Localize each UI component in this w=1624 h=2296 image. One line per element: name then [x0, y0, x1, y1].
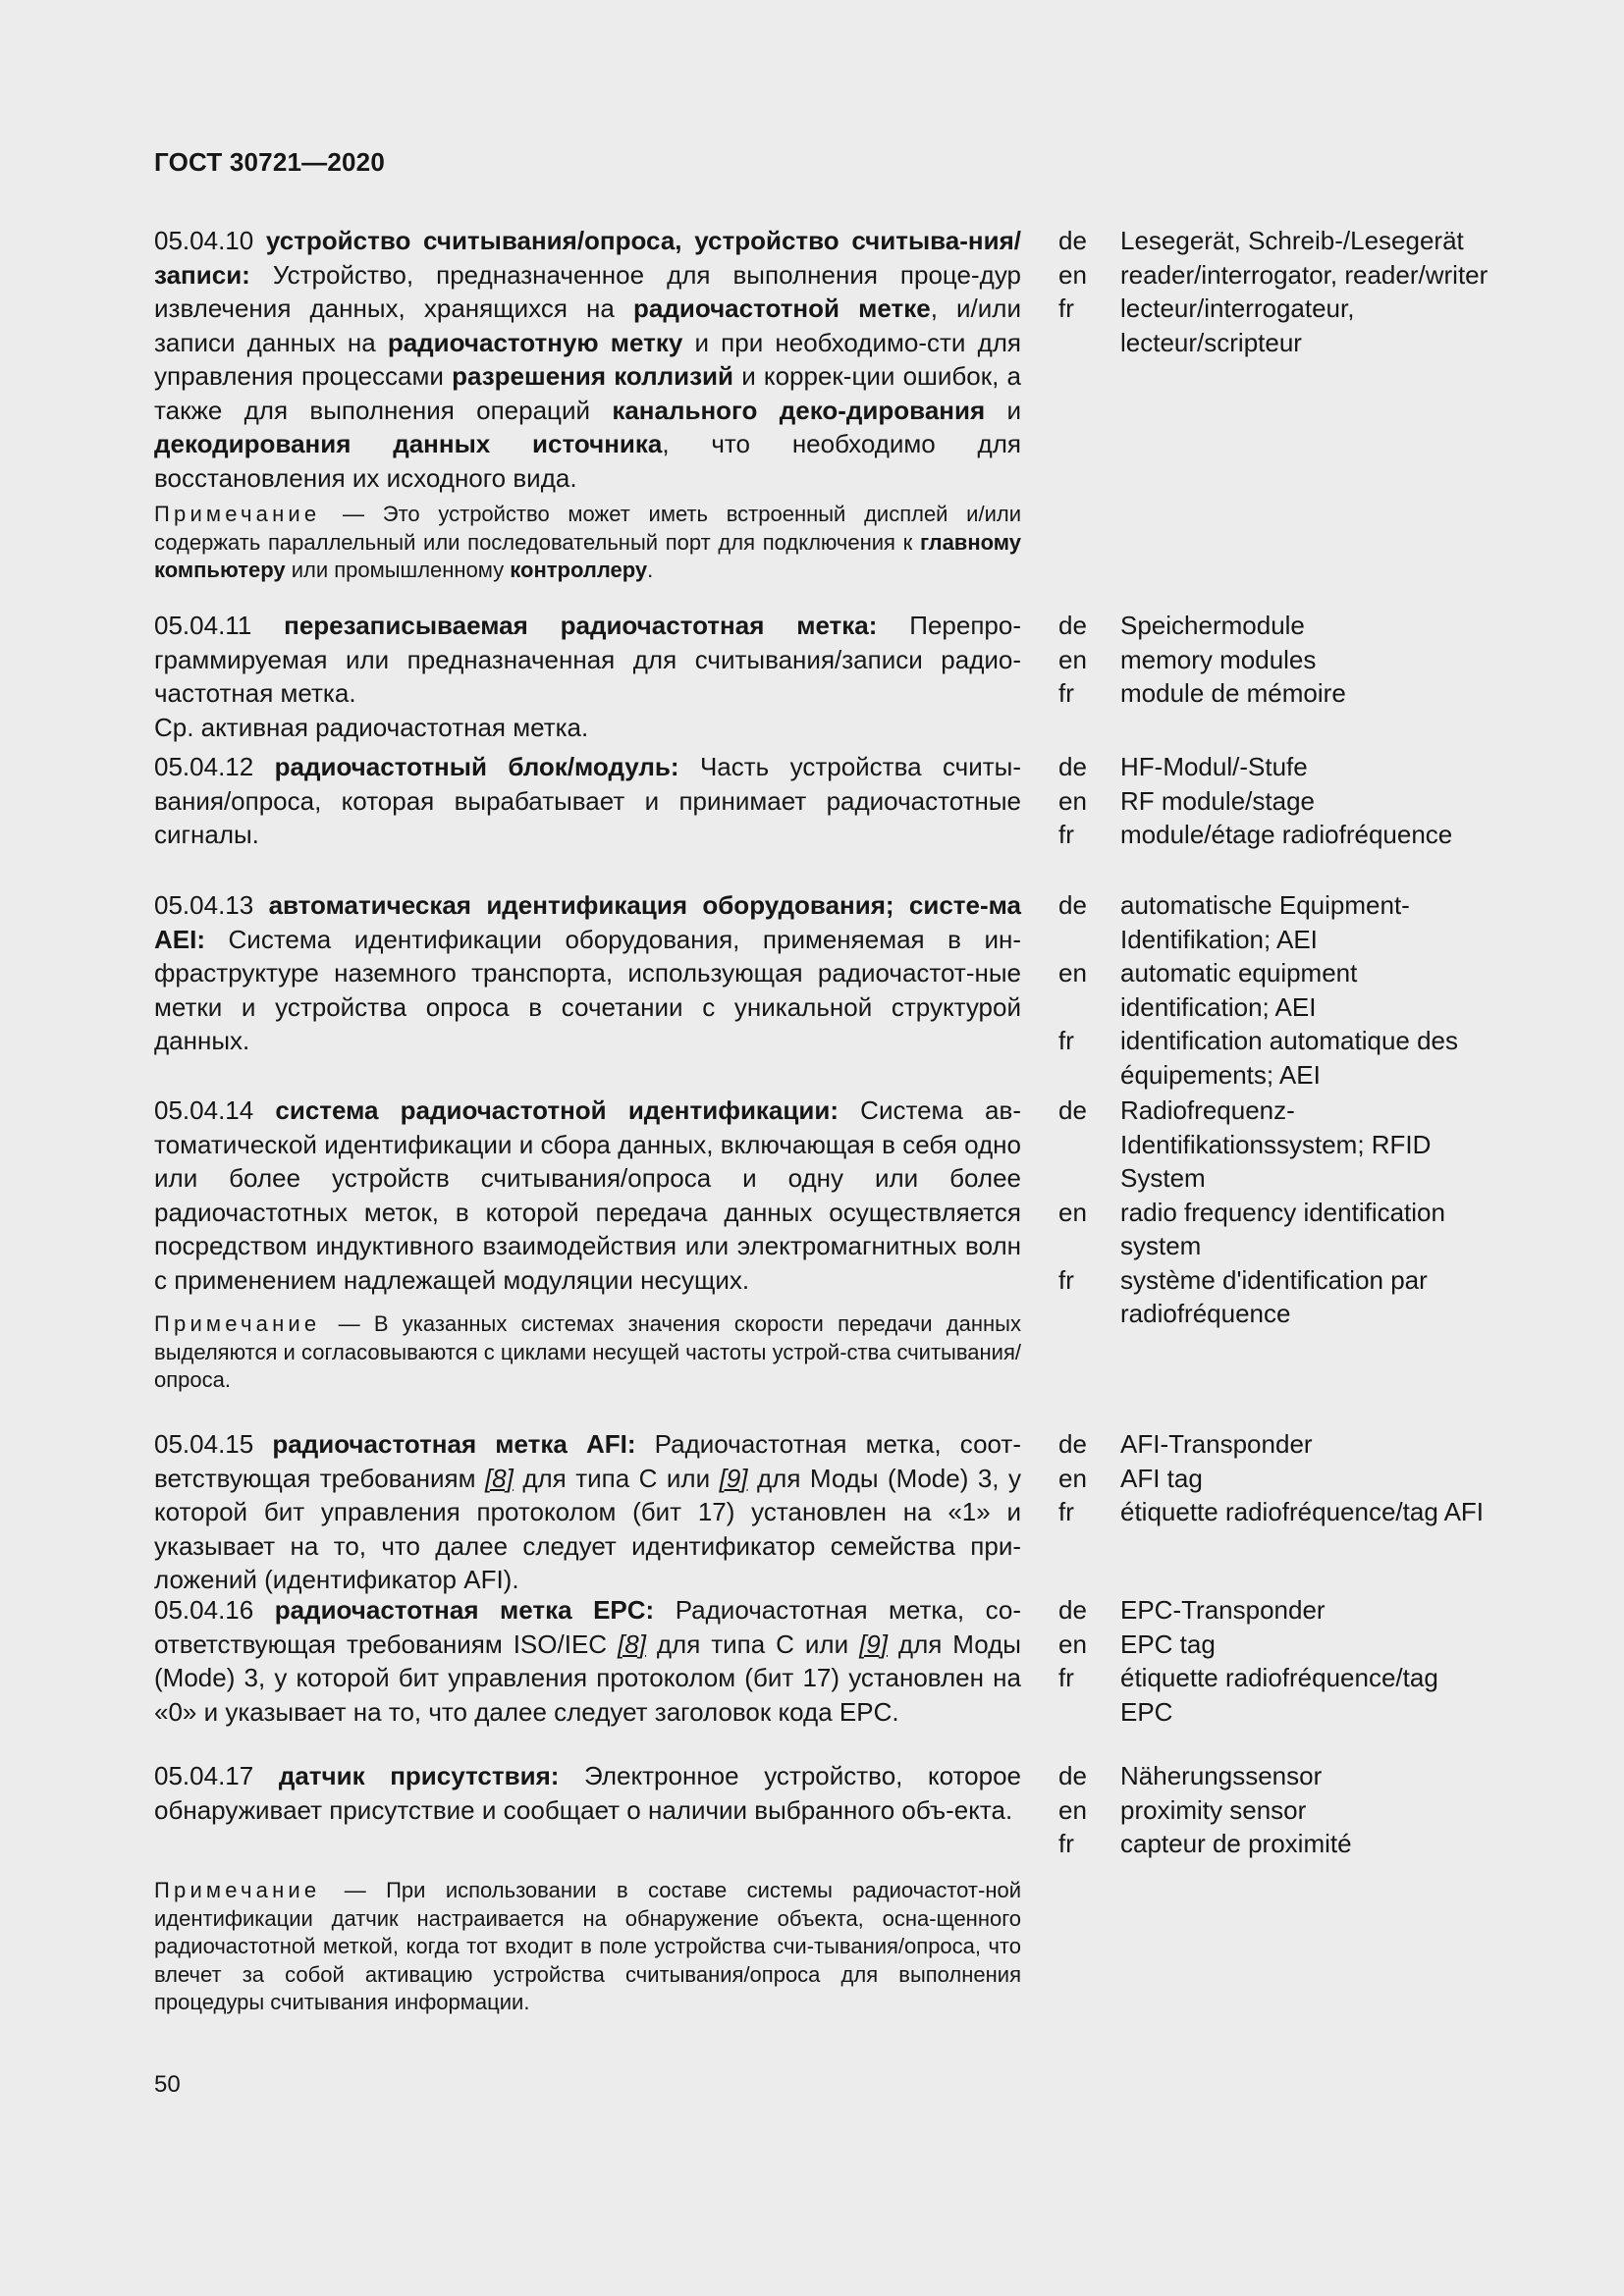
text-run: Радиочастотная метка, со-ответствующая требованиям ISO/IEC — [154, 1595, 1021, 1659]
text-run: для типа С или — [513, 1463, 720, 1493]
text-run: 05.04.13 — [154, 890, 269, 920]
language-code: de — [1058, 1761, 1087, 1790]
term-definition — [154, 1427, 1021, 1597]
equivalent-row — [1058, 676, 1490, 711]
note-label: Примечание — [154, 1311, 321, 1336]
text-run: . — [647, 558, 654, 582]
equivalent-term: memory modules — [1120, 644, 1317, 674]
equivalent-row — [1058, 1593, 1490, 1628]
equivalent-row — [1058, 750, 1490, 784]
language-code: de — [1058, 890, 1087, 920]
bold-term: контроллеру — [510, 558, 648, 582]
text-run: Электронное устройство, которое обнаруживает присутствие и сообщает о наличии выбранного объ-екта. — [154, 1761, 1021, 1825]
language-code: en — [1058, 259, 1087, 290]
equivalent-row — [1058, 258, 1490, 293]
text-run: — Это устройство может иметь встроенный дисплей и/или содержать параллельный или последовательный порт для подключения к — [154, 502, 1021, 555]
foreign-equivalents — [1058, 750, 1490, 852]
bibliography-reference[interactable]: [9] — [719, 1463, 748, 1493]
language-code: en — [1058, 958, 1087, 988]
note-label: Примечание — [154, 502, 321, 526]
equivalent-row — [1058, 1094, 1490, 1196]
text-run: — При использовании в составе системы радиочастот-ной идентификации датчик настраивается на обнаружение объекта, осна-щенного радиочастотной меткой, когда тот входит в поле устройства счи-тывания/опроса, что влечет за собой активацию устройства считывания/опроса для выполнения процедуры считывания информации. — [154, 1878, 1021, 2014]
language-code: en — [1058, 1197, 1087, 1227]
bold-term: разрешения коллизий — [452, 361, 734, 391]
bibliography-reference[interactable]: [9] — [859, 1629, 888, 1659]
text-run: 05.04.14 — [154, 1095, 276, 1125]
bold-term: радиочастотной метке — [633, 294, 931, 323]
equivalent-row — [1058, 643, 1490, 677]
text-run: 05.04.16 — [154, 1595, 275, 1625]
term-note — [154, 501, 1021, 585]
equivalent-row — [1058, 888, 1490, 956]
text-run: Устройство, предназначенное для выполнения проце-дур извлечения данных, хранящихся на — [154, 259, 1021, 323]
equivalent-term: radio frequency identification system — [1120, 1197, 1445, 1260]
bold-term: датчик присутствия: — [278, 1761, 560, 1790]
equivalent-term: Speichermodule — [1120, 611, 1305, 640]
text-run: Часть устройства считы-вания/опроса, которая вырабатывает и принимает радиочастотные сигналы. — [154, 752, 1021, 849]
language-code: fr — [1058, 678, 1074, 708]
document-header: ГОСТ 30721—2020 — [154, 147, 385, 177]
language-code: de — [1058, 1095, 1087, 1125]
foreign-equivalents — [1058, 1094, 1490, 1331]
text-run: , и/или записи данных на — [154, 294, 1021, 357]
term-note — [154, 1877, 1021, 2017]
foreign-equivalents — [1058, 888, 1490, 1092]
text-run: Система идентификации оборудования, применяемая в ин-фраструктуре наземного транспорта, использующая радиочастот-ные метки и устройства опроса в сочетании с уникальной структурой данных. — [154, 924, 1021, 1055]
language-code: de — [1058, 752, 1087, 781]
equivalent-term: module de mémoire — [1120, 678, 1346, 708]
term-definition — [154, 888, 1021, 1058]
text-run: 05.04.15 — [154, 1429, 273, 1459]
equivalent-term: étiquette radiofréquence/tag EPC — [1120, 1663, 1438, 1727]
text-run: 05.04.11 — [154, 611, 285, 640]
language-code: de — [1058, 1595, 1087, 1625]
term-note — [154, 1310, 1021, 1395]
text-run: Система ав-томатической идентификации и сбора данных, включающая в себя одно или более устройств считывания/опроса и одну или более радиочастотных меток, в которой передача данных осуществляется посредством индуктивного взаимодействия или электромагнитных волн с применением надлежащей модуляции несущих. — [154, 1095, 1021, 1295]
language-code: de — [1058, 611, 1087, 640]
equivalent-term: étiquette radiofréquence/tag AFI — [1120, 1497, 1485, 1526]
equivalent-term: identification automatique des équipements; AEI — [1120, 1026, 1459, 1090]
equivalent-term: système d'identification par radiofréquence — [1120, 1264, 1428, 1328]
equivalent-row — [1058, 1024, 1490, 1092]
foreign-equivalents — [1058, 1759, 1490, 1861]
equivalent-term: automatic equipment identification; AEI — [1120, 958, 1358, 1022]
text-run: для Моды (Mode) 3, у которой бит управления протоколом (бит 17) установлен на «0» и указывает на то, что далее следует заголовок кода EPC. — [154, 1629, 1021, 1727]
term-definition — [154, 1593, 1021, 1729]
bold-term: главному компьютеру — [154, 529, 1021, 582]
equivalent-row — [1058, 292, 1490, 359]
equivalent-row — [1058, 956, 1490, 1024]
equivalent-row — [1058, 1759, 1490, 1793]
language-code: fr — [1058, 1264, 1074, 1295]
equivalent-term: Lesegerät, Schreib-/Lesegerät — [1120, 226, 1464, 255]
equivalent-term: EPC-Transponder — [1120, 1595, 1326, 1625]
text-run: Перепро-граммируемая или предназначенная для считывания/записи радио-частотная метка. — [154, 611, 1021, 708]
equivalent-term: HF-Modul/-Stufe — [1120, 752, 1308, 781]
equivalent-row — [1058, 1793, 1490, 1828]
language-code: en — [1058, 644, 1087, 674]
equivalent-term: AFI tag — [1120, 1463, 1203, 1493]
foreign-equivalents — [1058, 1593, 1490, 1729]
foreign-equivalents — [1058, 609, 1490, 711]
language-code: de — [1058, 1429, 1087, 1459]
foreign-equivalents — [1058, 1427, 1490, 1529]
bold-term: радиочастотную метку — [387, 327, 683, 357]
term-definition — [154, 609, 1021, 744]
term-definition — [154, 1759, 1021, 1827]
bold-term: устройство считывания/опроса, устройство считыва-ния/записи: — [154, 226, 1021, 290]
text-run: 05.04.12 — [154, 752, 275, 781]
text-run: и коррек-ции ошибок, а также для выполнения операций — [154, 361, 1022, 425]
language-code: en — [1058, 1629, 1087, 1659]
text-run: и при необходимо-сти для управления процессами — [154, 327, 1021, 391]
text-run: и — [985, 395, 1021, 425]
equivalent-row — [1058, 1495, 1490, 1529]
equivalent-row — [1058, 1462, 1490, 1496]
bold-term: автоматическая идентификация оборудования; систе-ма AEI: — [154, 890, 1021, 954]
equivalent-term: proximity sensor — [1120, 1794, 1307, 1825]
foreign-equivalents — [1058, 224, 1490, 359]
language-code: fr — [1058, 1829, 1074, 1858]
text-run: — В указанных системах значения скорости передачи данных выделяются и согласовываются с циклами несущей частоты устрой-ства считывания/опроса. — [154, 1311, 1021, 1392]
term-definition — [154, 750, 1021, 852]
text-run: для типа С или — [645, 1629, 860, 1659]
equivalent-term: Näherungssensor — [1120, 1761, 1323, 1790]
language-code: fr — [1058, 820, 1074, 849]
bold-term: канального деко-дирования — [612, 395, 986, 425]
language-code: fr — [1058, 1497, 1074, 1526]
equivalent-term: lecteur/interrogateur, lecteur/scripteur — [1120, 294, 1355, 357]
equivalent-row — [1058, 1196, 1490, 1263]
language-code: fr — [1058, 294, 1074, 323]
bold-term: радиочастотная метка EPC: — [274, 1595, 655, 1625]
text-run: , что необходимо для восстановления их исходного вида. — [154, 429, 1021, 493]
equivalent-term: RF module/stage — [1120, 785, 1315, 816]
equivalent-term: automatische Equipment-Identifikation; AEI — [1120, 890, 1410, 954]
equivalent-row — [1058, 1661, 1490, 1729]
bibliography-reference[interactable]: [8] — [618, 1629, 646, 1659]
equivalent-row — [1058, 1827, 1490, 1861]
note-label: Примечание — [154, 1878, 321, 1902]
language-code: en — [1058, 1463, 1087, 1493]
language-code: fr — [1058, 1663, 1074, 1692]
bold-term: радиочастотная метка AFI: — [272, 1429, 636, 1459]
page-number: 50 — [154, 2071, 181, 2098]
equivalent-row — [1058, 1628, 1490, 1662]
bibliography-reference[interactable]: [8] — [484, 1463, 514, 1493]
text-run: 05.04.10 — [154, 226, 266, 255]
text-run: для Моды (Mode) 3, у которой бит управления протоколом (бит 17) установлен на «1» и указывает на то, что далее следует идентификатор семейства при-ложений (идентификатор AFI). — [154, 1463, 1021, 1594]
language-code: en — [1058, 1794, 1087, 1825]
bold-term: система радиочастотной идентификации: — [275, 1095, 839, 1125]
text-run: или промышленному — [285, 558, 511, 582]
equivalent-term: module/étage radiofréquence — [1120, 820, 1453, 849]
equivalent-term: capteur de proximité — [1120, 1829, 1352, 1858]
equivalent-term: EPC tag — [1120, 1629, 1216, 1659]
language-code: fr — [1058, 1026, 1074, 1055]
equivalent-row — [1058, 784, 1490, 819]
equivalent-row — [1058, 1427, 1490, 1462]
language-code: en — [1058, 785, 1087, 816]
text-run: 05.04.17 — [154, 1761, 279, 1790]
equivalent-row — [1058, 224, 1490, 258]
bold-term: декодирования данных источника — [154, 429, 663, 458]
equivalent-term: Radiofrequenz-Identifikationssystem; RFID System — [1120, 1095, 1432, 1193]
term-definition — [154, 1094, 1021, 1297]
see-also: Ср. активная радиочастотная метка. — [154, 712, 589, 742]
equivalent-row — [1058, 1263, 1490, 1331]
term-definition — [154, 224, 1021, 495]
equivalent-row — [1058, 818, 1490, 852]
equivalent-row — [1058, 609, 1490, 643]
bold-term: перезаписываемая радиочастотная метка: — [284, 611, 878, 640]
language-code: de — [1058, 226, 1087, 255]
bold-term: радиочастотный блок/модуль: — [274, 752, 679, 781]
text-run: Радиочастотная метка, соот-ветствующая требованиям — [154, 1429, 1021, 1493]
equivalent-term: AFI-Transponder — [1120, 1429, 1313, 1459]
equivalent-term: reader/interrogator, reader/writer — [1120, 259, 1489, 290]
definition-text — [154, 611, 1021, 708]
